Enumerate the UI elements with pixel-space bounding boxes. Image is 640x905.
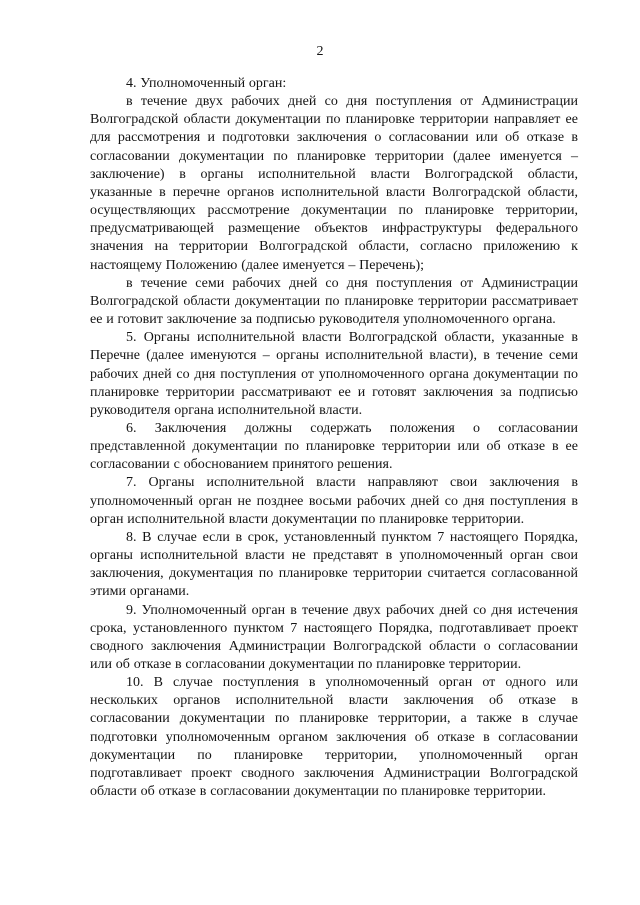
page-number: 2 xyxy=(316,44,324,59)
paragraph-item-9: 9. Уполномоченный орган в течение двух рабочих дней со дня истечения срока, установленного пунктом 7 настоящего Порядка, подготавливает проект сводного заключения Администрации Волгоградской области о согласовании или об отказе в согласовании документации по планировке территории. xyxy=(90,602,578,672)
paragraph-item-5: 5. Органы исполнительной власти Волгоградской области, указанные в Перечне (далее именуются – органы исполнительной власти), в течение семи рабочих дней со дня поступления от уполномоченного органа документации по планировке территории рассматривают ее и готовят заключения за подписью руководителя органа исполнительной власти. xyxy=(90,330,578,418)
paragraph-item-7: 7. Органы исполнительной власти направляют свои заключения в уполномоченный орган не позднее восьми рабочих дней со дня поступления в орган исполнительной власти документации по планировке территории. xyxy=(90,475,578,527)
paragraph-item-10: 10. В случае поступления в уполномоченный орган от одного или нескольких органов исполнительной власти заключения об отказе в согласовании документации по планировке территории, а также в случае подготовки уполномоченным органом заключения об отказе в согласовании документации по планировке территории, уполномоченный орган подготавливает проект сводного заключения Администрации Волгоградской области об отказе в согласовании документации по планировке территории. xyxy=(90,675,578,800)
paragraph-item-4-subitem-2: в течение семи рабочих дней со дня поступления от Администрации Волгоградской области документации по планировке территории рассматривает ее и готовит заключение за подписью руководителя уполномоченного органа. xyxy=(90,275,578,328)
paragraph-item-4-subitem-1: в течение двух рабочих дней со дня поступления от Администрации Волгоградской области документации по планировке территории направляет ее для рассмотрения и подготовки заключения о согласовании или об отказе в согласовании документации по планировке территории (далее именуется – заключение) в органы исполнительной власти Волгоградской области, указанные в перечне органов исполнительной власти Волгоградской области, осуществляющих рассмотрение документации по планировке территории, предусматривающей размещение объектов инфраструктуры федерального значения на территории Волгоградской области, согласно приложению к настоящему Положению (далее именуется – Перечень); xyxy=(90,94,578,273)
paragraph-item-4-heading: 4. Уполномоченный орган: xyxy=(126,76,287,91)
document-body xyxy=(90,75,578,801)
paragraph-item-6: 6. Заключения должны содержать положения о согласовании представленной документации по планировке территории или об отказе в ее согласовании с обоснованием принятого решения. xyxy=(90,420,578,473)
paragraph-item-8: 8. В случае если в срок, установленный пунктом 7 настоящего Порядка, органы исполнительной власти не представят в уполномоченный орган свои заключения, документация по планировке территории считается согласованной этими органами. xyxy=(90,529,578,600)
